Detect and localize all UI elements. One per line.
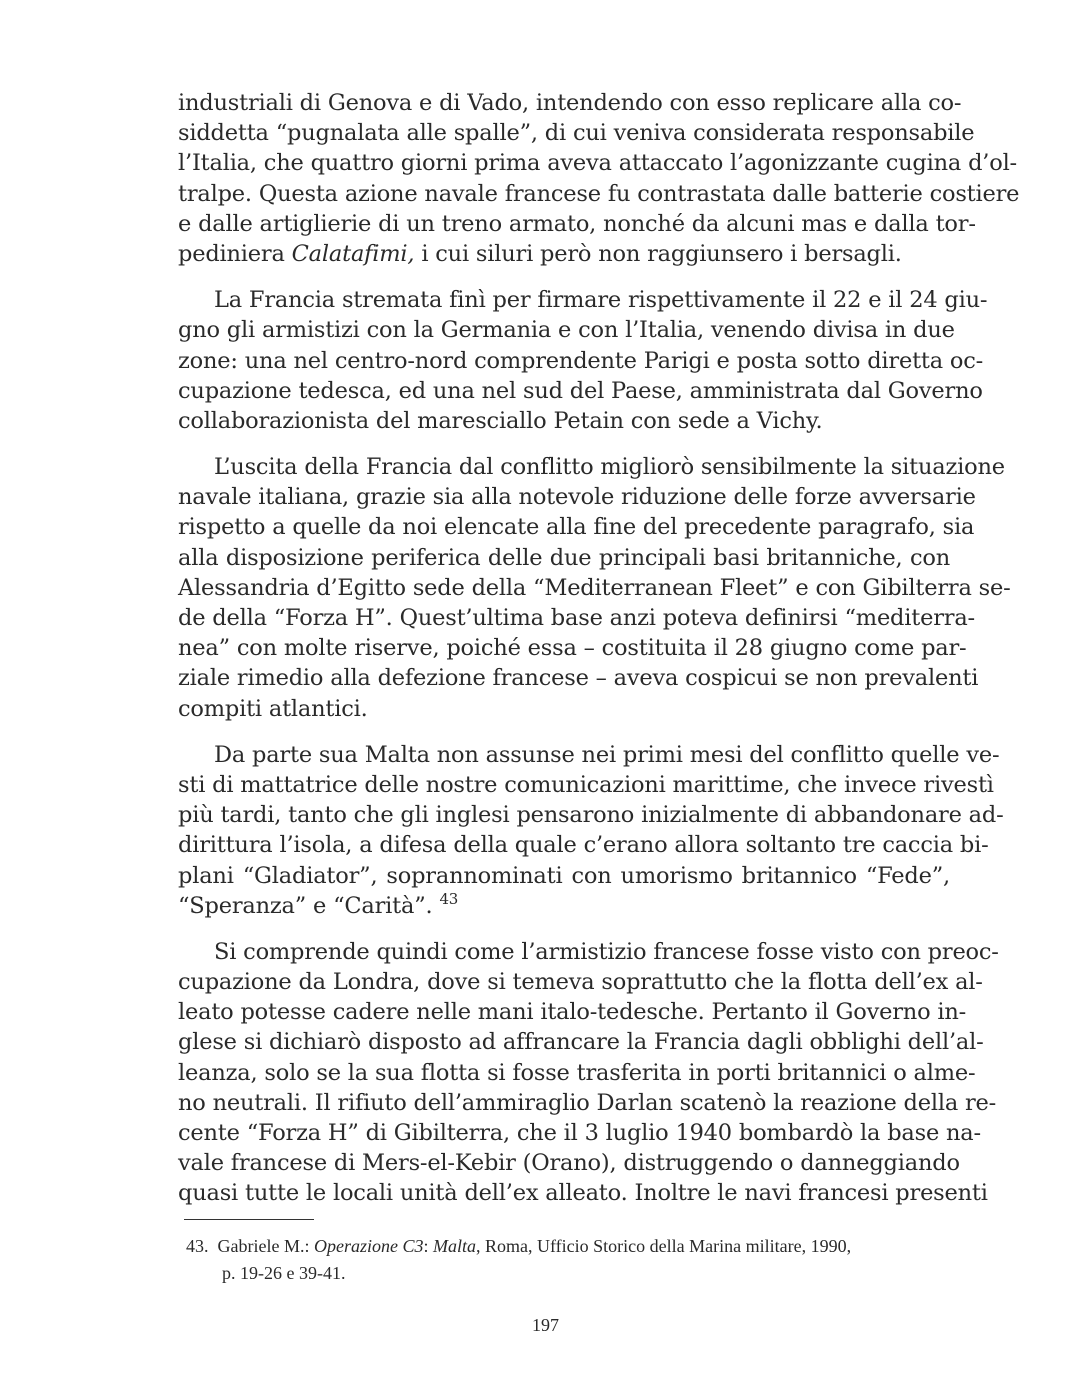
text-line: L’uscita della Francia dal conflitto migliorò sensibilmente la situazione xyxy=(214,454,1005,481)
text-line: de della “Forza H”. Quest’ultima base anzi poteva definirsi “mediterra- xyxy=(178,605,975,631)
footnote-publisher: , Roma, Ufficio Storico della Marina militare, 1990, xyxy=(475,1236,852,1256)
ship-name-italic: Calatafimi, xyxy=(291,240,415,267)
text-fragment: i cui siluri però non raggiunsero i bersagli. xyxy=(414,240,902,267)
text-line xyxy=(178,891,950,921)
paragraph-2 xyxy=(178,285,988,436)
text-line: l’Italia, che quattro giorni prima aveva attaccato l’agonizzante cugina d’ol- xyxy=(178,150,1017,177)
paragraph-3 xyxy=(178,452,1011,724)
paragraph-5 xyxy=(178,937,999,1209)
footnote-reference[interactable]: 43 xyxy=(439,889,459,908)
text-line: dirittura l’isola, a difesa della quale c’erano allora soltanto tre caccia bi- xyxy=(178,832,989,859)
text-line: vale francese di Mers-el-Kebir (Orano), distruggendo o danneggiando xyxy=(178,1150,960,1177)
footnote-number: 43. xyxy=(186,1236,209,1256)
text-line: rispetto a quelle da noi elencate alla fine del precedente paragrafo, sia xyxy=(178,514,975,541)
text-fragment: pediniera xyxy=(178,240,292,267)
text-line: più tardi, tanto che gli inglesi pensarono inizialmente di abbandonare ad- xyxy=(178,802,1004,829)
paragraph-4 xyxy=(178,740,1004,921)
text-line: compiti atlantici. xyxy=(178,695,368,722)
footnote-43 xyxy=(186,1233,948,1287)
text-line: cente “Forza H” di Gibilterra, che il 3 luglio 1940 bombardò la base na- xyxy=(178,1120,981,1146)
text-line: zone: una nel centro-nord comprendente Parigi e posta sotto diretta oc- xyxy=(178,347,984,374)
text-line: siddetta “pugnalata alle spalle”, di cui veniva considerata responsabile xyxy=(178,120,975,147)
text-line: navale italiana, grazie sia alla notevole riduzione delle forze avversarie xyxy=(178,484,976,511)
footnote-line xyxy=(186,1233,948,1260)
main-text xyxy=(178,88,1020,1225)
footnote-separator xyxy=(184,1219,314,1220)
text-line xyxy=(178,239,950,269)
text-line: leato potesse cadere nelle mani italo-tedesche. Pertanto il Governo in- xyxy=(178,999,967,1026)
text-line: Si comprende quindi come l’armistizio francese fosse visto con preoc- xyxy=(214,938,999,965)
text-line: gno gli armistizi con la Germania e con l’Italia, venendo divisa in due xyxy=(178,317,955,344)
text-line: nea” con molte riserve, poiché essa – costituita il 28 giugno come par- xyxy=(178,635,967,662)
text-line: tralpe. Questa azione navale francese fu contrastata dalle batterie costiere xyxy=(178,180,1020,207)
text-line: glese si dichiarò disposto ad affrancare la Francia dagli obblighi dell’al- xyxy=(178,1029,984,1056)
text-line: ziale rimedio alla defezione francese – aveva cospicui se non prevalenti xyxy=(178,665,979,692)
footnote-author: Gabriele M.: xyxy=(217,1236,314,1256)
text-fragment: “Speranza” e “Carità”. xyxy=(178,892,440,919)
text-line: collaborazionista del maresciallo Petain con sede a Vichy. xyxy=(178,407,823,434)
text-line: La Francia stremata finì per firmare rispettivamente il 22 e il 24 giu- xyxy=(214,287,988,314)
text-line: leanza, solo se la sua flotta si fosse trasferita in porti britannici o almе- xyxy=(178,1059,976,1086)
text-line: no neutrali. Il rifiuto dell’ammiraglio Darlan scatenò la reazione della re- xyxy=(178,1089,997,1116)
text-line: sti di mattatrice delle nostre comunicazioni marittime, che invece rivestì xyxy=(178,771,994,798)
text-line: quasi tutte le locali unità dell’ex alleato. Inoltre le navi francesi presenti xyxy=(178,1180,988,1207)
footnote-title-italic: Malta xyxy=(432,1236,476,1256)
page-number: 197 xyxy=(532,1315,559,1335)
footnote-colon: : xyxy=(423,1236,433,1256)
footnote-title-italic: Operazione C3 xyxy=(313,1236,424,1256)
paragraph-1 xyxy=(178,88,1020,269)
text-line: Alessandria d’Egitto sede della “Mediterranean Fleet” e con Gibilterra se- xyxy=(178,574,1011,601)
text-line: Da parte sua Malta non assunse nei primi mesi del conflitto quelle ve- xyxy=(214,741,1000,768)
text-line: cupazione tedesca, ed una nel sud del Paese, amministrata dal Governo xyxy=(178,377,983,404)
text-line: alla disposizione periferica delle due principali basi britanniche, con xyxy=(178,544,950,571)
text-line: e dalle artiglierie di un treno armato, nonché da alcuni mas e dalla tor- xyxy=(178,210,976,237)
text-line: industriali di Genova e di Vado, intendendo con esso replicare alla co- xyxy=(178,90,962,116)
text-line: cupazione da Londra, dove si temeva soprattutto che la flotta dell’ex al- xyxy=(178,969,983,996)
text-line: plani “Gladiator”, soprannominati con umorismo britannico “Fede”, xyxy=(178,862,950,889)
footnote-line: p. 19-26 e 39-41. xyxy=(222,1263,346,1283)
